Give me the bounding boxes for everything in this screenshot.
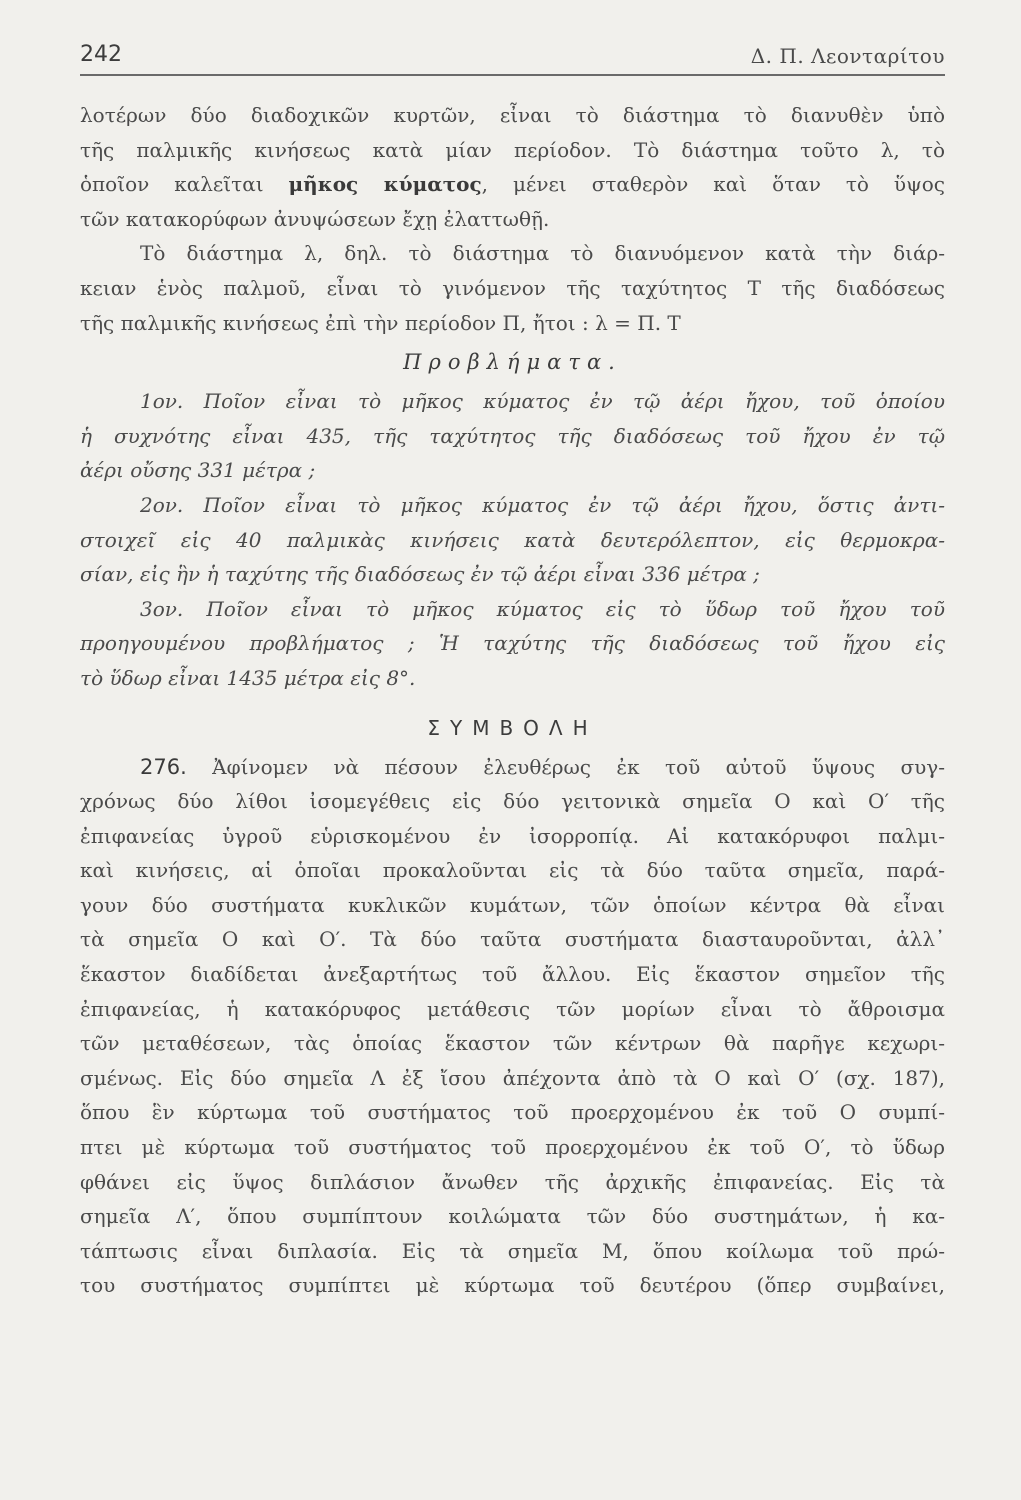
section-number: 276. bbox=[140, 754, 187, 779]
text-line: ἀέρι οὔσης 331 μέτρα ; bbox=[80, 458, 316, 483]
text-line: του συστήματος συμπίπτει μὲ κύρτωμα τοῦ δευτέρου (ὅπερ συμβαίνει, bbox=[80, 1273, 945, 1298]
text-line: γουν δύο συστήματα κυκλικῶν κυμάτων, τῶν ὁποίων κέντρα θὰ εἶναι bbox=[80, 892, 945, 917]
text-line: 3ον. Ποῖον εἶναι τὸ μῆκος κύματος εἰς τὸ ὕδωρ τοῦ ἤχου τοῦ bbox=[140, 596, 945, 621]
page-body bbox=[80, 98, 945, 1303]
text-line: τῶν κατακορύφων ἀνυψώσεων ἔχῃ ἐλαττωθῇ. bbox=[80, 206, 550, 231]
text-line: προηγουμένου προβλήματος ; Ἡ ταχύτης τῆς διαδόσεως τοῦ ἤχου εἰς bbox=[80, 631, 945, 656]
text-line: κειαν ἑνὸς παλμοῦ, εἶναι τὸ γινόμενον τῆς ταχύτητος Τ τῆς διαδόσεως bbox=[80, 275, 945, 300]
text-line: 2ον. Ποῖον εἶναι τὸ μῆκος κύματος ἐν τῷ ἀέρι ἤχου, ὅστις ἀντι- bbox=[140, 492, 945, 517]
text-line: ὅπου ἓν κύρτωμα τοῦ συστήματος τοῦ προερχομένου ἐκ τοῦ Ο συμπί- bbox=[80, 1100, 945, 1125]
text-span: Ἀφίνομεν νὰ πέσουν ἐλευθέρως ἐκ τοῦ αὐτοῦ ὕψους συγ- bbox=[212, 754, 945, 779]
text-line: χρόνως δύο λίθοι ἰσομεγέθεις εἰς δύο γειτονικὰ σημεῖα Ο καὶ Ο′ τῆς bbox=[80, 789, 945, 814]
text-line: 1ον. Ποῖον εἶναι τὸ μῆκος κύματος ἐν τῷ ἀέρι ἤχου, τοῦ ὁποίου bbox=[140, 389, 945, 414]
problem-3 bbox=[80, 592, 945, 696]
text-line: τῆς παλμικῆς κινήσεως ἐπὶ τὴν περίοδον Π, ἤτοι : λ = Π. Τ bbox=[80, 310, 681, 335]
text-span: , μένει σταθερὸν καὶ ὅταν τὸ ὕψος bbox=[481, 172, 945, 197]
text-line: στοιχεῖ εἰς 40 παλμικὰς κινήσεις κατὰ δευτερόλεπτον, εἰς θερμοκρα- bbox=[80, 527, 945, 552]
text-line bbox=[80, 750, 945, 785]
text-line: τῆς παλμικῆς κινήσεως κατὰ μίαν περίοδον. Τὸ διάστημα τοῦτο λ, τὸ bbox=[80, 137, 945, 162]
text-line: καὶ κινήσεις, αἱ ὁποῖαι προκαλοῦνται εἰς τὰ δύο ταῦτα σημεῖα, παρά- bbox=[80, 858, 945, 883]
bold-term: μῆκος κύματος bbox=[288, 172, 482, 197]
text-line: σημεῖα Λ′, ὅπου συμπίπτουν κοιλώματα τῶν δύο συστημάτων, ἡ κα- bbox=[80, 1204, 945, 1229]
text-line: σμένως. Εἰς δύο σημεῖα Λ ἐξ ἴσου ἀπέχοντα ἀπὸ τὰ Ο καὶ Ο′ (σχ. 187), bbox=[80, 1065, 945, 1090]
paragraph-wavelength-definition bbox=[80, 98, 945, 236]
text-line: ἐπιφανείας, ἡ κατακόρυφος μετάθεσις τῶν μορίων εἶναι τὸ ἄθροισμα bbox=[80, 996, 945, 1021]
text-line: λοτέρων δύο διαδοχικῶν κυρτῶν, εἶναι τὸ διάστημα τὸ διανυθὲν ὑπὸ bbox=[80, 103, 945, 127]
text-line: τάπτωσις εἶναι διπλασία. Εἰς τὰ σημεῖα Μ, ὅπου κοίλωμα τοῦ πρώ- bbox=[80, 1238, 945, 1263]
problem-2 bbox=[80, 488, 945, 592]
page-number: 242 bbox=[80, 42, 122, 67]
text-line: ἕκαστον διαδίδεται ἀνεξαρτήτως τοῦ ἄλλου. Εἰς ἕκαστον σημεῖον τῆς bbox=[80, 962, 945, 987]
paragraph-wavelength-formula bbox=[80, 236, 945, 340]
text-line: ἡ συχνότης εἶναι 435, τῆς ταχύτητος τῆς διαδόσεως τοῦ ἤχου ἐν τῷ bbox=[80, 423, 945, 448]
text-line: σίαν, εἰς ἣν ἡ ταχύτης τῆς διαδόσεως ἐν τῷ ἀέρι εἶναι 336 μέτρα ; bbox=[80, 562, 760, 587]
text-line: τὸ ὕδωρ εἶναι 1435 μέτρα εἰς 8°. bbox=[80, 665, 416, 690]
text-line: ἐπιφανείας ὑγροῦ εὑρισκομένου ἐν ἰσορροπίᾳ. Αἱ κατακόρυφοι παλμι- bbox=[80, 823, 945, 848]
text-line: τῶν μεταθέσεων, τὰς ὁποίας ἕκαστον τῶν κέντρων θὰ παρῆγε κεχωρι- bbox=[80, 1031, 945, 1056]
text-line: πτει μὲ κύρτωμα τοῦ συστήματος τοῦ προερχομένου ἐκ τοῦ Ο′, τὸ ὕδωρ bbox=[80, 1135, 945, 1160]
text-line bbox=[80, 167, 945, 202]
problem-1 bbox=[80, 384, 945, 488]
text-span: ὁποῖον καλεῖται bbox=[80, 172, 264, 197]
header-rule bbox=[80, 74, 945, 76]
page-header bbox=[80, 42, 945, 76]
section-276-paragraph bbox=[80, 750, 945, 1304]
text-line: φθάνει εἰς ὕψος διπλάσιον ἄνωθεν τῆς ἀρχικῆς ἐπιφανείας. Εἰς τὰ bbox=[80, 1169, 945, 1194]
running-head: Δ. Π. Λεονταρίτου bbox=[750, 44, 945, 68]
problems-heading: Προβλήματα. bbox=[403, 350, 622, 375]
section-heading: ΣΥΜΒΟΛΗ bbox=[427, 715, 598, 740]
text-line: Τὸ διάστημα λ, δηλ. τὸ διάστημα τὸ διανυόμενον κατὰ τὴν διάρ- bbox=[140, 241, 945, 266]
text-line: τὰ σημεῖα Ο καὶ Ο′. Τὰ δύο ταῦτα συστήματα διασταυροῦνται, ἀλλ᾽ bbox=[80, 927, 945, 952]
